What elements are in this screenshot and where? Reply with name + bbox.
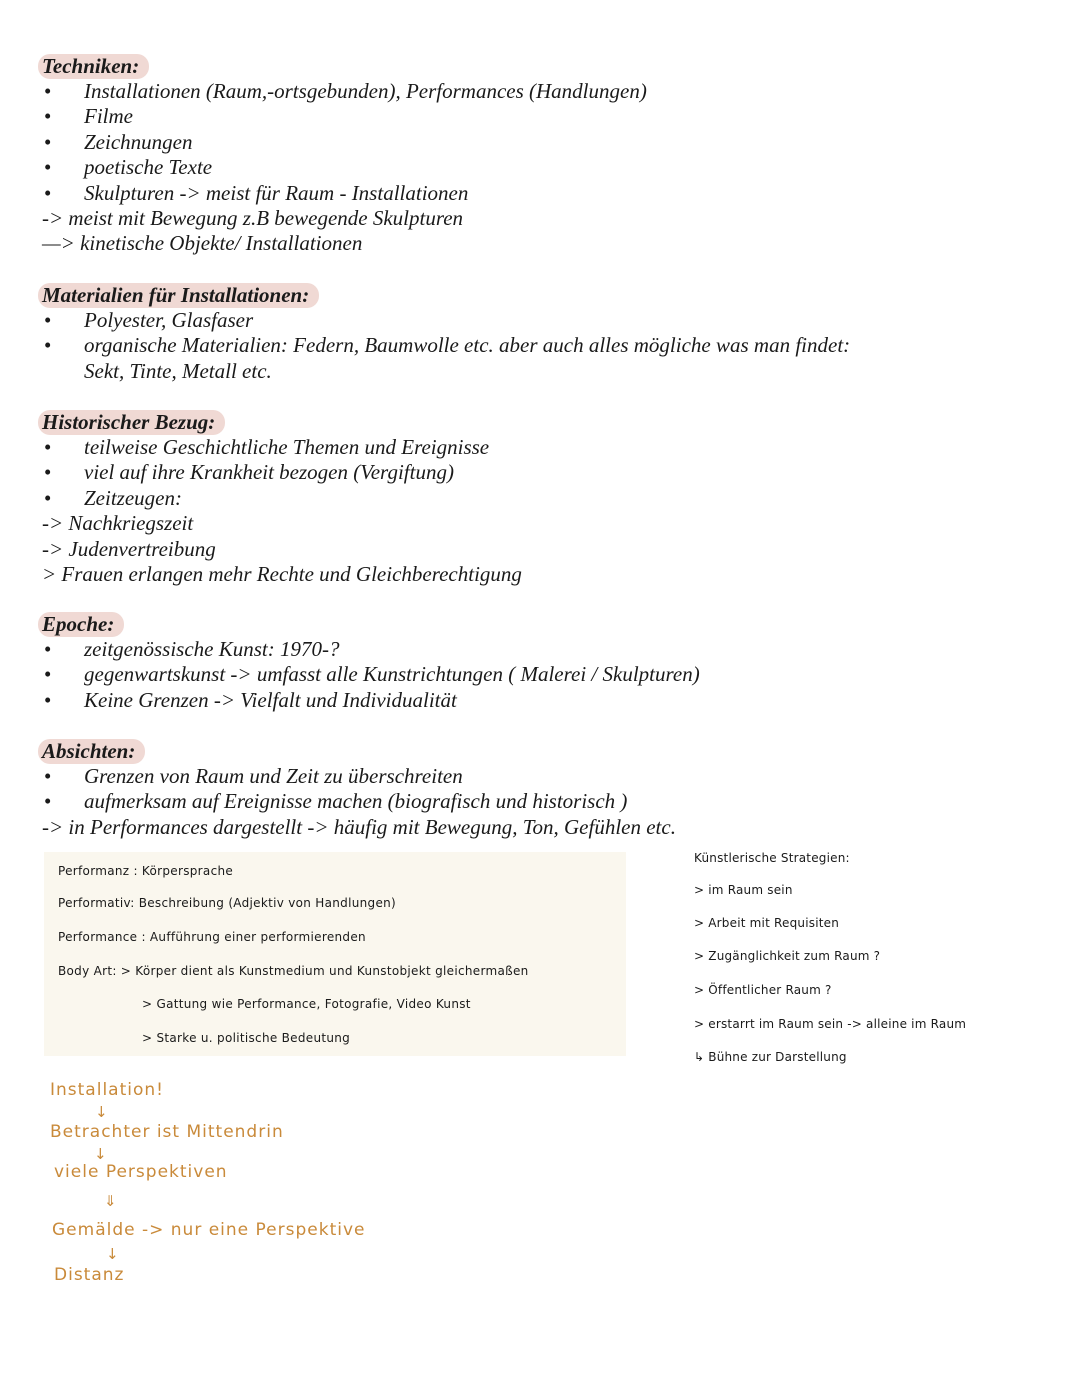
- definition-body-art-sub: > Starke u. politische Bedeutung: [142, 1031, 351, 1045]
- bullet-item: • Filme: [40, 104, 647, 129]
- down-arrow-icon: ↓: [94, 1145, 107, 1163]
- section-absichten: [40, 739, 676, 840]
- bullet-item: • poetische Texte: [40, 155, 647, 180]
- text-line: > Frauen erlangen mehr Rechte und Gleichberechtigung: [42, 562, 522, 587]
- installation-line: viele Perspektiven: [54, 1162, 228, 1182]
- heading-absichten: Absichten:: [38, 739, 145, 764]
- heading-historisch: Historischer Bezug:: [38, 410, 225, 435]
- bullet-item: • Keine Grenzen -> Vielfalt und Individualität: [40, 688, 700, 713]
- installation-title: Installation!: [50, 1080, 164, 1100]
- strategy-item: > Arbeit mit Requisiten: [694, 916, 840, 930]
- text-line: -> meist mit Bewegung z.B bewegende Skulpturen: [42, 206, 464, 231]
- bullet-item: • organische Materialien: Federn, Baumwolle etc. aber auch alles mögliche was man findet:: [40, 333, 850, 358]
- strategy-item: > erstarrt im Raum sein -> alleine im Raum: [694, 1017, 967, 1031]
- heading-techniken: Techniken:: [38, 54, 149, 79]
- bullet-item: • teilweise Geschichtliche Themen und Ereignisse: [40, 435, 522, 460]
- text-line: -> Nachkriegszeit: [42, 511, 194, 536]
- definition-performativ: Performativ: Beschreibung (Adjektiv von Handlungen): [58, 896, 397, 910]
- installation-line: Betrachter ist Mittendrin: [50, 1122, 284, 1142]
- text-line: -> Judenvertreibung: [42, 536, 216, 561]
- down-arrow-icon: ↓: [95, 1103, 108, 1121]
- definition-performance: Performance : Aufführung einer performierenden: [58, 930, 366, 944]
- installation-line: Distanz: [54, 1265, 125, 1285]
- strategy-item: > Zugänglichkeit zum Raum ?: [694, 949, 881, 963]
- heading-materialien: Materialien für Installationen:: [38, 283, 319, 308]
- bullet-item: • Installationen (Raum,-ortsgebunden), Performances (Handlungen): [40, 79, 647, 104]
- heading-epoche: Epoche:: [38, 612, 124, 637]
- text-continuation: Sekt, Tinte, Metall etc.: [84, 358, 272, 383]
- strategy-item: > Öffentlicher Raum ?: [694, 983, 832, 997]
- definition-body-art: Body Art: > Körper dient als Kunstmedium und Kunstobjekt gleichermaßen: [58, 964, 529, 978]
- strategy-item: ↳ Bühne zur Darstellung: [694, 1050, 847, 1064]
- bullet-item: • Zeichnungen: [40, 130, 647, 155]
- definition-body-art-sub: > Gattung wie Performance, Fotografie, Video Kunst: [142, 997, 471, 1011]
- bullet-item: • gegenwartskunst -> umfasst alle Kunstrichtungen ( Malerei / Skulpturen): [40, 662, 700, 687]
- text-line: -> in Performances dargestellt -> häufig mit Bewegung, Ton, Gefühlen etc.: [42, 814, 676, 839]
- definitions-box: [44, 852, 626, 1056]
- double-down-arrow-icon: ⇓: [104, 1192, 117, 1210]
- strategy-item: > im Raum sein: [694, 883, 793, 897]
- strategies-heading: Künstlerische Strategien:: [694, 851, 850, 865]
- bullet-item: • Skulpturen -> meist für Raum - Installationen: [40, 181, 647, 206]
- text-line: —> kinetische Objekte/ Installationen: [42, 231, 363, 256]
- definition-performanz: Performanz : Körpersprache: [58, 864, 234, 878]
- bullet-item: • Grenzen von Raum und Zeit zu überschreiten: [40, 764, 676, 789]
- section-techniken: [40, 54, 647, 257]
- bullet-item: • zeitgenössische Kunst: 1970-?: [40, 637, 700, 662]
- down-arrow-icon: ↓: [106, 1245, 119, 1263]
- section-materialien: [40, 283, 850, 384]
- bullet-item: • Zeitzeugen:: [40, 486, 522, 511]
- bullet-item: • Polyester, Glasfaser: [40, 308, 850, 333]
- bullet-item: • viel auf ihre Krankheit bezogen (Vergiftung): [40, 460, 522, 485]
- section-epoche: [40, 612, 700, 713]
- bullet-item: • aufmerksam auf Ereignisse machen (biografisch und historisch ): [40, 789, 676, 814]
- section-historisch: [40, 410, 522, 587]
- installation-line: Gemälde -> nur eine Perspektive: [52, 1220, 366, 1240]
